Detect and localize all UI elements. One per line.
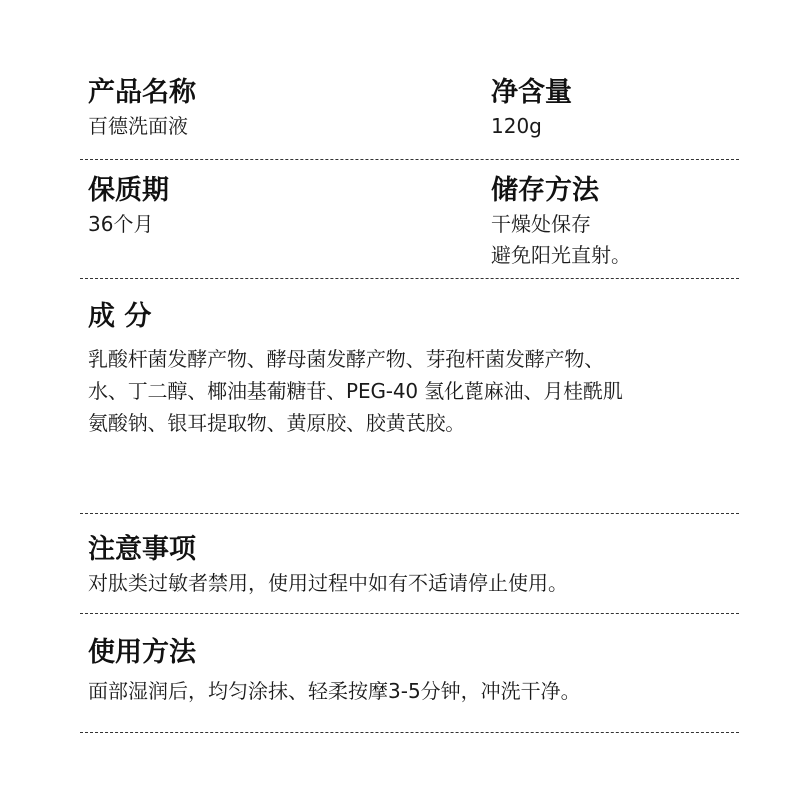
storage-line-1: 干燥处保存 [491,212,591,236]
divider-1 [80,159,739,160]
ingredients-line-3: 氨酸钠、银耳提取物、黄原胶、胶黄芪胶。 [88,411,466,435]
product-name-label: 产品名称 [88,77,196,108]
net-content-value: 120g [491,114,542,138]
precautions-label: 注意事项 [88,534,196,565]
ingredients-line-1: 乳酸杆菌发酵产物、酵母菌发酵产物、芽孢杆菌发酵产物、 [88,347,605,371]
divider-3 [80,513,739,514]
storage-line-2: 避免阳光直射。 [491,243,631,267]
divider-2 [80,278,739,279]
product-name-value: 百德洗面液 [88,114,188,138]
ingredients-label: 成 分 [88,301,152,332]
net-content-label: 净含量 [491,77,572,108]
divider-4 [80,613,739,614]
shelf-life-value: 36个月 [88,212,154,236]
usage-value: 面部湿润后，均匀涂抹、轻柔按摩3-5分钟，冲洗干净。 [88,679,581,703]
ingredients-text [88,343,623,439]
shelf-life-label: 保质期 [88,175,169,206]
divider-5 [80,732,739,733]
ingredients-line-2: 水、丁二醇、椰油基葡糖苷、PEG-40 氢化蓖麻油、月桂酰肌 [88,379,623,403]
precautions-value: 对肽类过敏者禁用，使用过程中如有不适请停止使用。 [88,571,568,595]
storage-label: 储存方法 [491,175,599,206]
usage-label: 使用方法 [88,637,196,668]
